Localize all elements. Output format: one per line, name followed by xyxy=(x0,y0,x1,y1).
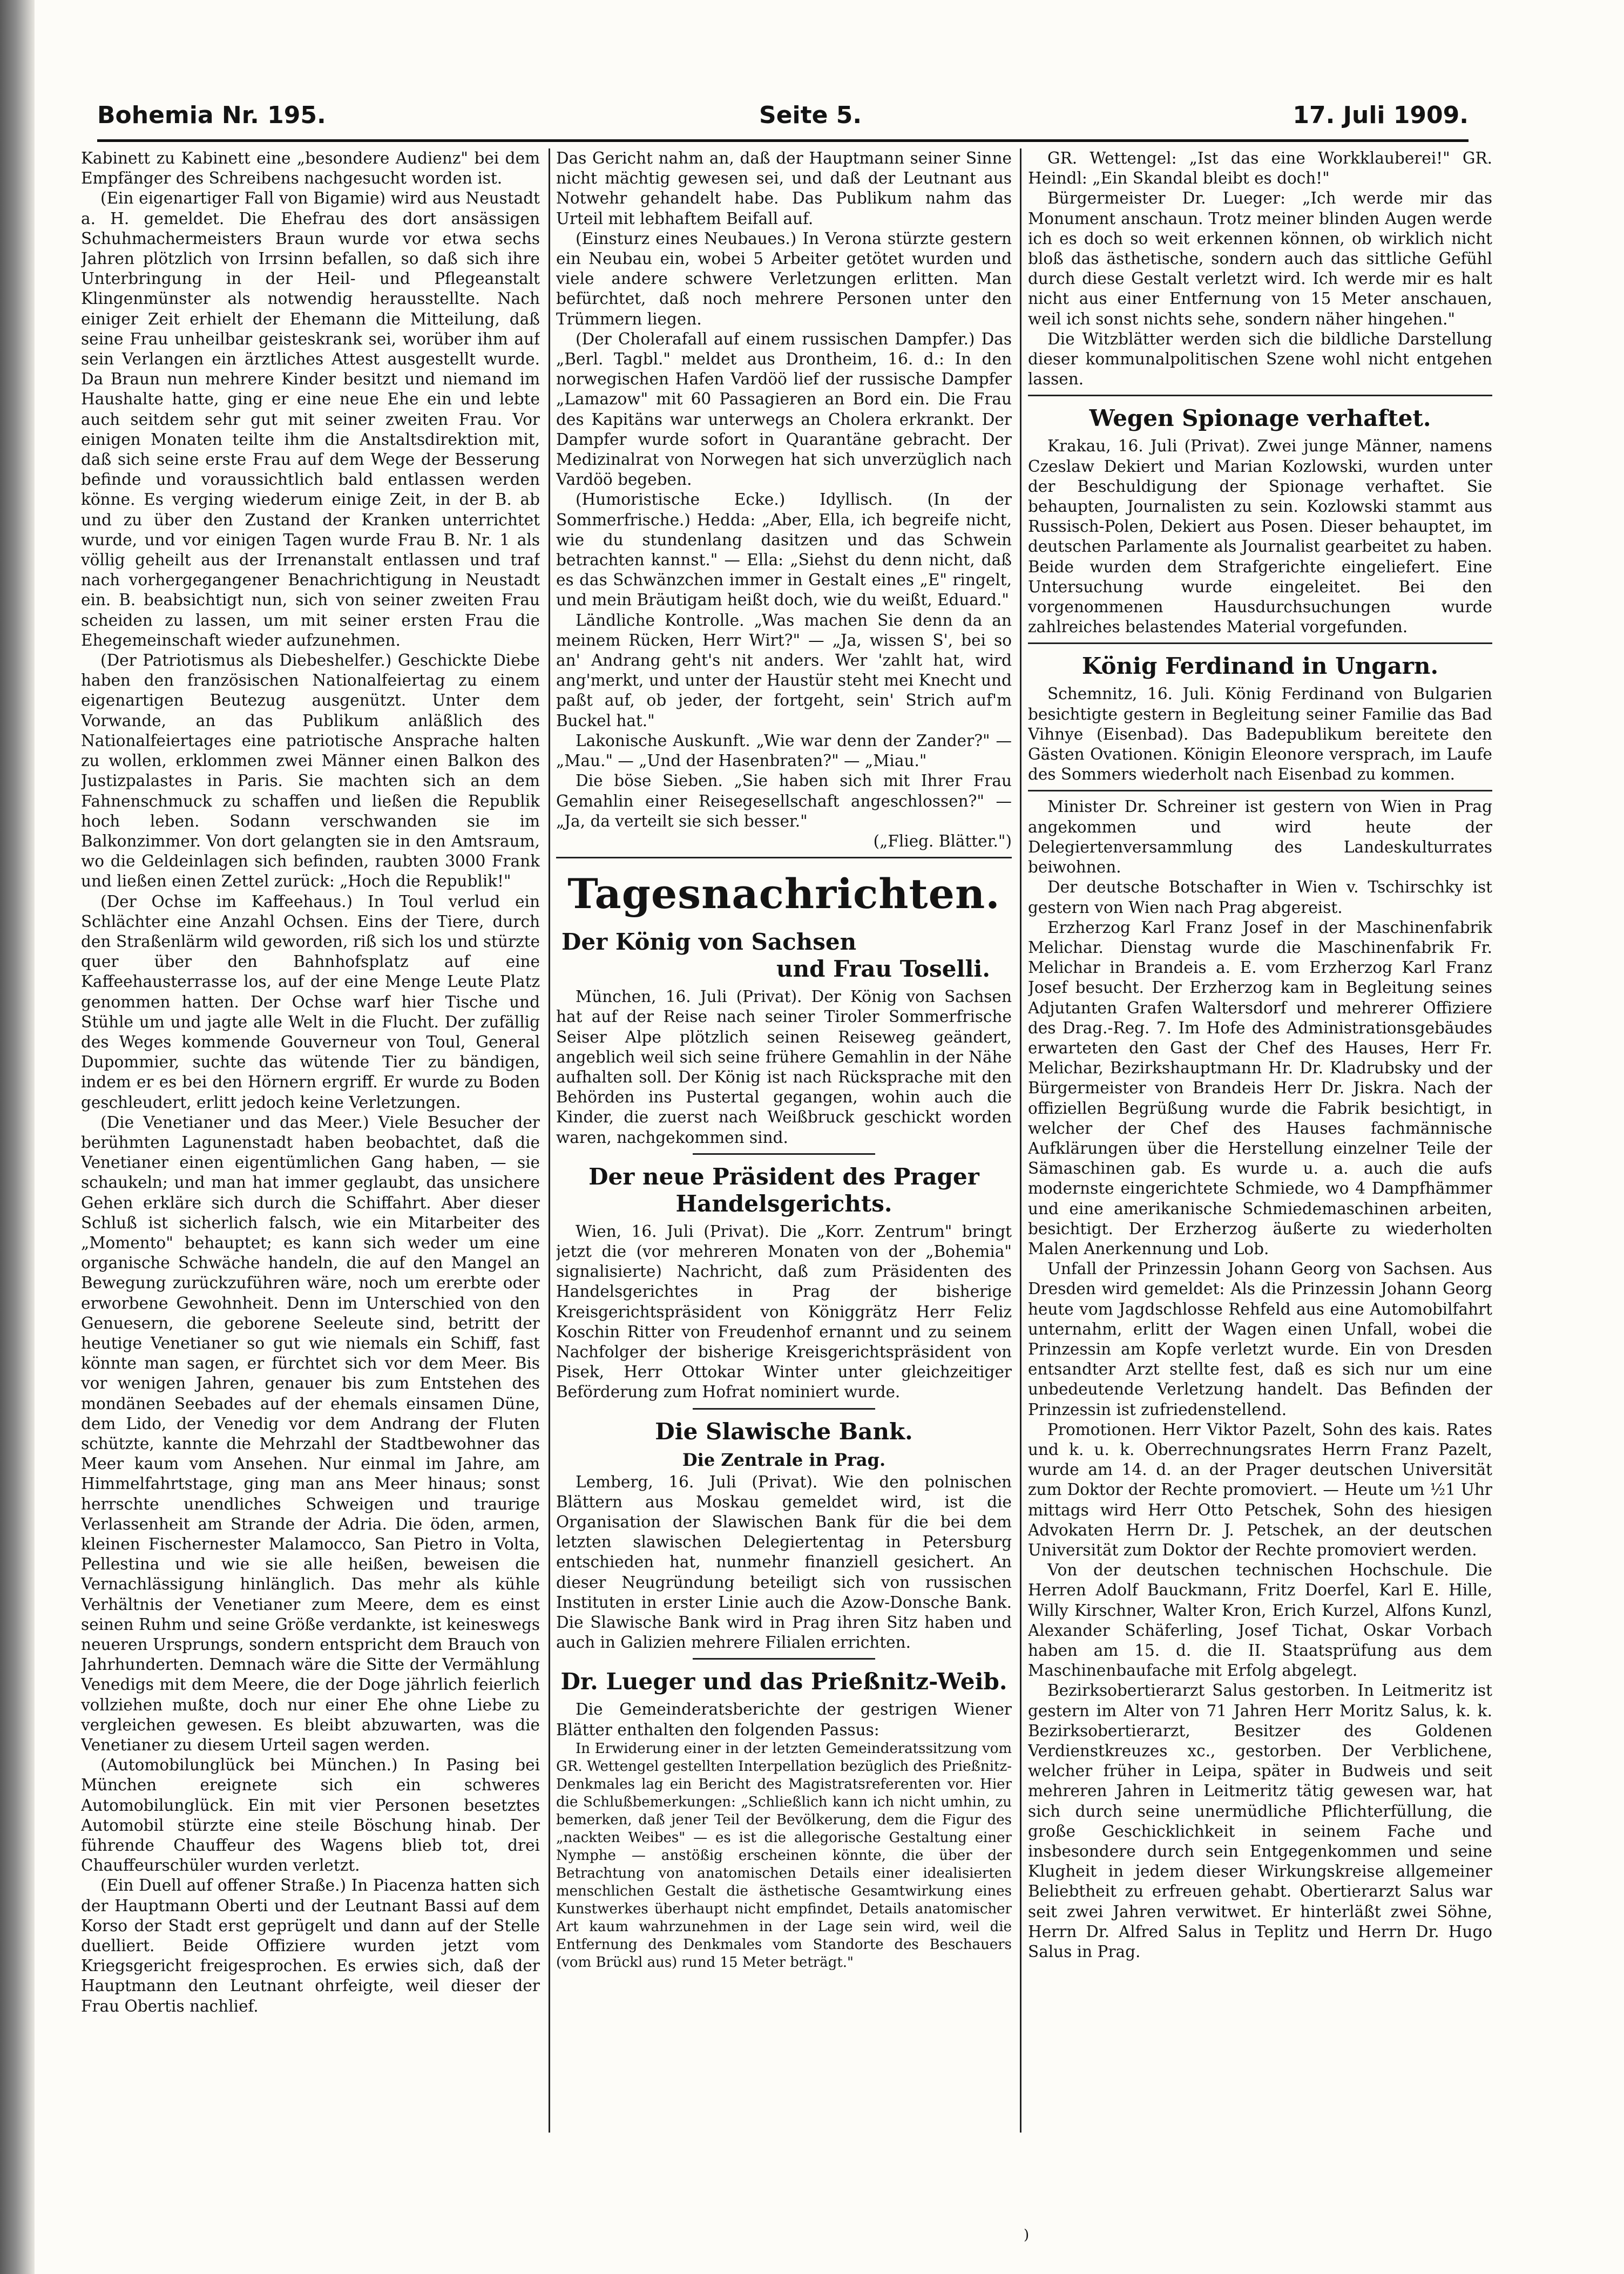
section-title: Tagesnachrichten. xyxy=(567,870,1000,918)
paragraph: (Automobilunglück bei München.) In Pasing bei München ereignete sich ein schweres Automobilunglück. Ein mit vier Personen besetztes Automobil stürzte eine steile Böschung hinab. Der führende Chauffeur des Wagens blieb tot, drei Chauffeurschüler wurden verletzt. xyxy=(81,1756,540,1875)
headline-line: und Frau Toselli. xyxy=(776,956,990,983)
column-2 xyxy=(556,148,1012,2133)
paragraph: (Der Patriotismus als Diebeshelfer.) Geschickte Diebe haben den französischen Nationalfeiertag zu einem eigenartigen Beutezug ausgenützt. Unter dem Vorwande, an das Publikum anläßlich des Nationalfeiertages eine patriotische Ansprache halten zu wollen, erklommen zwei Männer einen Balkon des Justizpalastes in Paris. Sie machten sich an dem Fahnenschmuck zu schaffen und ließen die Republik hoch leben. Sodann verschwanden sie im Balkonzimmer. Von dort gelangten sie in den Amtsraum, wo die Geldeinlagen sich befinden, raubten 3000 Frank und ließen einen Zettel zurück: „Hoch die Republik!" xyxy=(81,651,540,891)
article-headline: Wegen Spionage verhaftet. xyxy=(1089,405,1431,432)
article-text: Lemberg, 16. Juli (Privat). Wie den polnischen Blättern aus Moskau gemeldet wird, ist die Organisation der Slawischen Bank für die bei dem letzten slawischen Delegiertentag in Petersburg entschieden hat, nunmehr finanziell gesichert. An dieser Neugründung beteiligt sich von russischen Instituten in erster Linie auch die Azow-Donsche Bank. Die Slawische Bank wird in Prag ihren Sitz haben und auch in Galizien mehrere Filialen errichten. xyxy=(556,1472,1012,1652)
article-subheadline: Die Zentrale in Prag. xyxy=(682,1449,886,1470)
column-divider xyxy=(549,148,550,2133)
paragraph: GR. Wettengel: „Ist das eine Workklauberei!" GR. Heindl: „Ein Skandal bleibt es doch!" xyxy=(1028,149,1492,188)
column-3 xyxy=(1028,148,1492,2133)
headline-line: Der König von Sachsen xyxy=(561,929,857,956)
page-header xyxy=(97,101,1469,140)
paragraph: Bürgermeister Dr. Lueger: „Ich werde mir das Monument anschaun. Trotz meiner blinden Augen werde ich es doch so weit erkennen können, ob wirklich nicht bloß das ästhetische, sondern auch das sittliche Gefühl durch diese Gestalt verletzt wird. Ich werde mir es halt nicht aus einer Entfernung von 15 Meter anschauen, weil ich sonst nichts sehe, sondern näher hingehen." xyxy=(1028,189,1492,328)
article-quote: In Erwiderung einer in der letzten Gemeinderatssitzung vom GR. Wettengel gestellten Interpellation bezüglich des Prießnitz-Denkmales lag ein Bericht des Magistratsreferenten vor. Hier die Schlußbemerkungen: „Schließlich kann ich nicht umhin, zu bemerken, daß jener Teil der Bevölkerung, dem die Figur des „nackten Weibes" — es ist die allegorische Gestaltung einer Nymphe — anstößig erscheinen könnte, die über der Betrachtung von anatomischen Details einer idealisierten menschlichen Gestalt die ästhetische Gesamtwirkung eines Kunstwerkes überhaupt nicht empfindet, Details anatomischer Art kaum wahrzunehmen in der Lage sein wird, weil die Entfernung des Denkmales vom Standorte des Beschauers (vom Brückl aus) rund 15 Meter beträgt." xyxy=(556,1740,1012,1971)
news-item: Erzherzog Karl Franz Josef in der Maschinenfabrik Melichar. Dienstag wurde die Maschinenfabrik Fr. Melichar in Brandeis a. E. vom Erzherzog Karl Franz Josef besucht. Der Erzherzog kam in Begleitung seines Adjutanten Grafen Waltersdorf und mehrerer Offiziere des Drag.-Reg. 7. Im Hofe des Administrationsgebäudes erwarteten den Gast der Chef des Hauses, Herr Fr. Melichar, Bezirkshauptmann Hr. Dr. Kladrubsky und der Bürgermeister von Brandeis Herr Dr. Jiskra. Nach der offiziellen Begrüßung wurde die Fabrik besichtigt, in welcher der Chef des Hauses fachmännische Aufklärungen über die Herstellung einzelner Teile der Sämaschinen gab. Es wurde u. a. auch die aufs modernste eingerichtete Schmiede, wo 4 Dampfhämmer und eine amerikanische Schmiedemaschinen arbeiten, besichtigt. Der Erzherzog äußerte zu wiederholten Malen Anerkennung und Lob. xyxy=(1028,918,1492,1258)
article-headline xyxy=(556,1418,1012,1445)
issue-number: Bohemia Nr. 195. xyxy=(97,101,326,129)
article-headline xyxy=(556,1163,1012,1217)
article-rule xyxy=(693,1658,875,1660)
news-item: Der deutsche Botschafter in Wien v. Tschirschky ist gestern von Wien nach Prag abgereist. xyxy=(1028,878,1492,917)
article-text: Krakau, 16. Juli (Privat). Zwei junge Männer, namens Czeslaw Dekiert und Marian Kozlowski, wurden unter der Beschuldigung der Spionage verhaftet. Sie behaupten, Journalisten zu sein. Kozlowski stammt aus Russisch-Polen, Dekiert aus Posen. Dieser behauptet, im deutschen Parlamente als Journalist gearbeitet zu haben. Beide wurden dem Strafgerichte eingeliefert. Eine Untersuchung wurde eingeleitet. Bei den vorgenommenen Hausdurchsuchungen wurde zahlreiches belastendes Material vorgefunden. xyxy=(1028,437,1492,637)
paragraph: (Der Ochse im Kaffeehaus.) In Toul verlud ein Schlächter eine Anzahl Ochsen. Eins der Tiere, durch den Straßenlärm wild geworden, riß sich los und stürzte quer über den Bahnhofsplatz auf eine Kaffeehausterrasse los, auf der eine Menge Leute Platz genommen hatten. Der Ochse warf hier Tische und Stühle um und jagte alle Welt in die Flucht. Der zufällig des Weges kommende Gouverneur von Toul, General Dupommier, suchte das wütende Tier zu bändigen, indem er es bei den Hörnern ergriff. Er wurde zu Boden geschleudert, erlitt jedoch keine Verletzungen. xyxy=(81,892,540,1112)
news-item: Bezirksobertierarzt Salus gestorben. In Leitmeritz ist gestern im Alter von 71 Jahren Herr Moritz Salus, k. k. Bezirksobertierarzt, Besitzer des Goldenen Verdienstkreuzes xc., gestorben. Der Verblichene, welcher früher in Leipa, später in Budweis und seit mehreren Jahren in Leitmeritz tätig gewesen war, hat sich durch seine unermüdliche Pflichterfüllung, die große Geschicklichkeit in seinem Fache und insbesondere durch sein Entgegenkommen und seine Klugheit in jedem dieser Wirkungskreise allgemeiner Beliebtheit zu erfreuen gehabt. Obertierarzt Salus war seit zwei Jahren verwitwet. Er hinterläßt zwei Söhne, Herrn Dr. Alfred Salus in Teplitz und Herrn Dr. Hugo Salus in Prag. xyxy=(1028,1681,1492,1961)
paragraph: (Ein Duell auf offener Straße.) In Piacenza hatten sich der Hauptmann Oberti und der Leutnant Bassi auf dem Korso der Stadt erst geprügelt und dann auf der Stelle duelliert. Beide Offiziere wurden jetzt vom Kriegsgericht freigesprochen. Es erwies sich, daß der Hauptmann den Leutnant ohrfeigte, weil dieser der Frau Obertis nachlief. xyxy=(81,1876,540,2015)
paragraph: (Der Cholerafall auf einem russischen Dampfer.) Das „Berl. Tagbl." meldet aus Drontheim, 16. d.: In den norwegischen Hafen Vardöö lief der russische Dampfer „Lamazow" mit 60 Passagieren an Bord ein. Die Frau des Kapitäns war unterwegs an Cholera erkrankt. Der Dampfer wurde sofort in Quarantäne gebracht. Der Medizinalrat von Norwegen hat sich unverzüglich nach Vardöö begeben. xyxy=(556,329,1012,489)
paragraph: Kabinett zu Kabinett eine „besondere Audienz" bei dem Empfänger des Schreibens nachgesucht worden ist. xyxy=(81,149,540,188)
article-rule xyxy=(693,1408,875,1410)
paragraph: Das Gericht nahm an, daß der Hauptmann seiner Sinne nicht mächtig gewesen sei, und daß der Leutnant aus Notwehr gehandelt habe. Das Publikum nahm das Urteil mit lebhaftem Beifall auf. xyxy=(556,149,1012,228)
source-credit: („Flieg. Blätter.") xyxy=(873,831,1012,850)
article-headline: König Ferdinand in Ungarn. xyxy=(1081,653,1439,680)
section-rule xyxy=(556,857,1012,858)
article-text: Schemnitz, 16. Juli. König Ferdinand von Bulgarien besichtigte gestern in Begleitung seiner Familie das Bad Vihnye (Eisenbad). Das Badepublikum bereitete den Gästen Ovationen. Königin Eleonore versprach, im Laufe des Sommers wiederholt nach Eisenbad zu kommen. xyxy=(1028,685,1492,784)
paragraph: (Einsturz eines Neubaues.) In Verona stürzte gestern ein Neubau ein, wobei 5 Arbeiter getötet wurden und viele andere schwere Verletzungen erlitten. Man befürchtet, daß noch mehrere Personen unter den Trümmern liegen. xyxy=(556,229,1012,328)
page-end-mark: ) xyxy=(1024,2227,1030,2243)
paragraph: (Humoristische Ecke.) Idyllisch. (In der Sommerfrische.) Hedda: „Aber, Ella, ich begreife nicht, wie du stundenlang dasitzen und das Schwein betrachten kannst." — Ella: „Siehst du denn nicht, daß es das Schwänzchen immer in Gestalt eines „E" ringelt, und mein Bräutigam heißt doch, wie du weißt, Eduard." xyxy=(556,490,1012,610)
section-rule xyxy=(1028,642,1492,644)
article-rule xyxy=(693,1153,875,1155)
section-rule xyxy=(1028,395,1492,396)
paragraph: (Ein eigenartiger Fall von Bigamie) wird aus Neustadt a. H. gemeldet. Die Ehefrau des dort ansässigen Schuhmachermeisters Braun wurde vor etwa sechs Jahren plötzlich von Irrsinn befallen, so daß sich ihre Unterbringung in der Heil- und Pflegeanstalt Klingenmünster als notwendig herausstellte. Nach einiger Zeit erhielt der Ehemann die Mitteilung, daß seine Frau unheilbar geisteskrank sei, worüber ihm auf sein Verlangen ein ärztliches Attest ausgestellt wurde. Da Braun nun mehrere Kinder besitzt und niemand im Haushalte hatte, ging er eine neue Ehe ein und lebte auch seitdem sehr gut mit seiner zweiten Frau. Vor einigen Monaten teilte ihm die Anstaltsdirektion mit, daß sich seine erste Frau auf dem Wege der Besserung befinde und voraussichtlich bald entlassen werden könne. Es verging wiederum einige Zeit, in der B. ab und zu über den Zustand der Kranken unterrichtet wurde, und vor einigen Tagen wurde Frau B. Nr. 1 als völlig geheilt aus der Irrenanstalt entlassen und traf nach vorhergegangener Benachrichtigung in Neustadt ein. B. beabsichtigt nun, sich von seiner zweiten Frau scheiden zu lassen, um mit seiner ersten Frau die Ehegemeinschaft wieder aufzunehmen. xyxy=(81,189,540,649)
column-1 xyxy=(81,148,540,2133)
headline-line: Die Slawische Bank. xyxy=(655,1418,913,1445)
article-text: München, 16. Juli (Privat). Der König von Sachsen hat auf der Reise nach seiner Tiroler Sommerfrische Seiser Alpe plötzlich seinen Reiseweg geändert, angeblich weil sich seine frühere Gemahlin in der Nähe aufhalten soll. Der König ist nach Rücksprache mit den Behörden ins Pustertal gegangen, wohin auch die Kinder, die zuerst nach Weißbruck geschickt worden waren, nachgekommen sind. xyxy=(556,987,1012,1147)
paragraph: (Die Venetianer und das Meer.) Viele Besucher der berühmten Lagunenstadt haben beobachtet, daß die Venetianer einen eigentümlichen Gang haben, — sie schaukeln; und man hat immer geglaubt, das unsichere Gehen erkläre sich durch die Schiffahrt. Aber dieser Schluß ist sicherlich falsch, wie ein Mitarbeiter des „Momento" behauptet; es kann sich weder um eine organische Schwäche handeln, die auf den Mangel an Bewegung zurückzuführen wäre, noch um ererbte oder erworbene Gewohnheit. Denn im Unterschied von den Genuesern, die geborene Seeleute sind, betritt der heutige Venetianer so gut wie niemals ein Schiff, fast könnte man sagen, er fürchtet sich vor dem Meer. Bis vor wenigen Jahren, genauer bis zum Entstehen des mondänen Seebades auf der ehemals einsamen Düne, dem Lido, der Venedig vor dem Andrang der Fluten schützte, kannte die Mehrzahl der Stadtbewohner das Meer kaum vom Ansehen. Nur einmal im Jahre, am Himmelfahrtstage, ging man ans Meer hinaus; sonst herrschte unendliches Schweigen und traurige Verlassenheit am Strande der Adria. Die öden, armen, kleinen Fischernester Malamocco, San Pietro in Volta, Pellestina und wie sie alle heißen, beweisen die Vernachlässigung hinlänglich. Das mehr als kühle Verhältnis der Venetianer zum Meere, dem es einst seinen Ruhm und seine Größe verdankte, ist keineswegs neueren Ursprungs, sondern entspricht dem Brauch von Jahrhunderten. Demnach wäre die Sitte der Vermählung Venedigs mit dem Meere, die der Doge jährlich feierlich vollziehen mußte, doch nur einer Ehe ohne Liebe zu vergleichen gewesen. Es bleibt abzuwarten, was die Venetianer zu diesem Urteil sagen werden. xyxy=(81,1113,540,1755)
news-item: Von der deutschen technischen Hochschule. Die Herren Adolf Bauckmann, Fritz Doerfel, Karl E. Hille, Willy Kirschner, Walter Kron, Erich Kurzel, Alfons Kunzl, Alexander Schäferling, Josef Tichat, Oskar Vorbach haben am 15. d. die II. Staatsprüfung aus dem Maschinenbaufache mit Erfolg abgelegt. xyxy=(1028,1561,1492,1680)
news-item: Unfall der Prinzessin Johann Georg von Sachsen. Aus Dresden wird gemeldet: Als die Prinzessin Johann Georg heute vom Jagdschlosse Rehfeld aus eine Automobilfahrt unternahm, erlitt der Wagen einen Unfall, wobei die Prinzessin am Kopfe verletzt wurde. Ein von Dresden entsandter Arzt stellte fest, daß es sich nur um eine unbedeutende Verletzung handelt. Das Befinden der Prinzessin ist zufriedenstellend. xyxy=(1028,1260,1492,1419)
article-headline xyxy=(556,929,1012,983)
paragraph: Die böse Sieben. „Sie haben sich mit Ihrer Frau Gemahlin einer Reisegesellschaft angeschlossen?" — „Ja, da verteilt sie sich besser." xyxy=(556,771,1012,830)
paragraph: Die Witzblätter werden sich die bildliche Darstellung dieser kommunalpolitischen Szene wohl nicht entgehen lassen. xyxy=(1028,329,1492,389)
paragraph: Lakonische Auskunft. „Wie war denn der Zander?" — „Mau." — „Und der Hasenbraten?" — „Miau." xyxy=(556,731,1012,770)
headline-line: Der neue Präsident des Prager xyxy=(588,1163,979,1190)
section-rule xyxy=(1028,790,1492,791)
issue-date: 17. Juli 1909. xyxy=(1293,101,1469,129)
scan-edge xyxy=(0,0,35,2274)
article-text: Die Gemeinderatsberichte der gestrigen Wiener Blätter enthalten den folgenden Passus: xyxy=(556,1700,1012,1739)
news-item: Promotionen. Herr Viktor Pazelt, Sohn des kais. Rates und k. u. k. Oberrechnungsrates Herrn Franz Pazelt, wurde am 14. d. an der Prager deutschen Universität zum Doktor der Rechte promoviert. — Heute um ½1 Uhr mittags wird Herr Otto Petschek, Sohn des hiesigen Advokaten Herrn Dr. J. Petschek, an der deutschen Universität zum Doktor der Rechte promoviert werden. xyxy=(1028,1420,1492,1559)
news-item: Minister Dr. Schreiner ist gestern von Wien in Prag angekommen und wird heute der Delegiertenversammlung des Landeskulturrates beiwohnen. xyxy=(1028,797,1492,877)
headline-line: Handelsgerichts. xyxy=(675,1190,892,1217)
header-rule xyxy=(97,139,1469,142)
article-text: Wien, 16. Juli (Privat). Die „Korr. Zentrum" bringt jetzt die (vor mehreren Monaten von der „Bohemia" signalisierte) Nachricht, daß zum Präsidenten des Handelsgerichtes in Prag der bisherige Kreisgerichtspräsident von Königgrätz Herr Feliz Koschin Ritter von Freudenhof ernannt und zu seinem Nachfolger der bisherige Kreisgerichtspräsident von Pisek, Herr Ottokar Winter unter gleichzeitiger Beförderung zum Hofrat nominiert wurde. xyxy=(556,1222,1012,1402)
article-headline xyxy=(556,1668,1012,1695)
headline-line: Dr. Lueger und das Prießnitz-Weib. xyxy=(560,1668,1007,1695)
page-number: Seite 5. xyxy=(759,101,862,129)
paragraph: Ländliche Kontrolle. „Was machen Sie denn da an meinem Rücken, Herr Wirt?" — „Ja, wissen S', bei so an' Andrang geht's nit anders. Wer 'zahlt hat, wird ang'merkt, und unter der Haustür steht mei Knecht und paßt auf, ob jeder, der fortgeht, sein' Strich auf'm Buckel hat." xyxy=(556,611,1012,730)
column-divider xyxy=(1020,148,1021,2133)
